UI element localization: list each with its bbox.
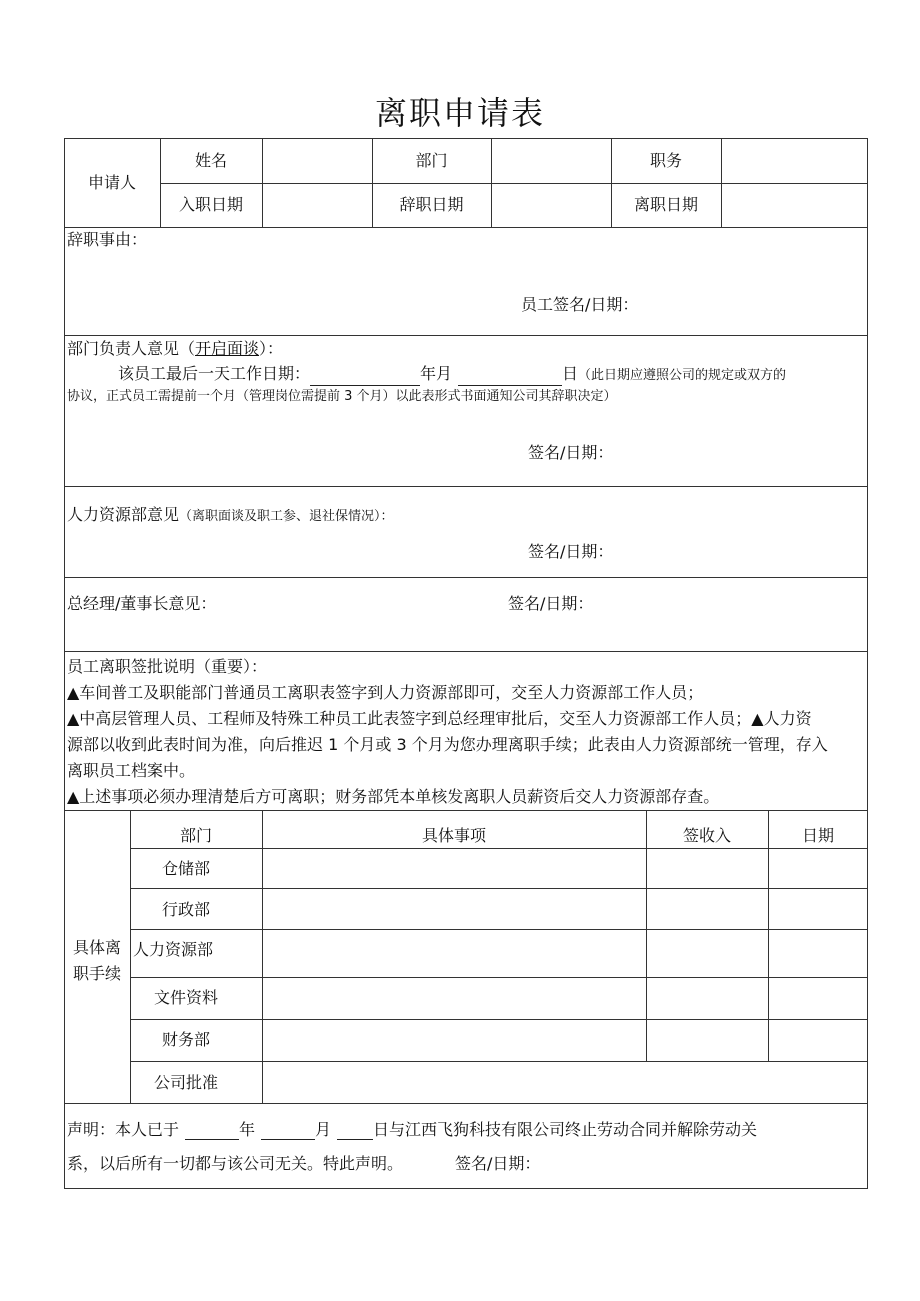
leave-date-field[interactable] [722,184,867,227]
decl-day-blank[interactable] [337,1123,373,1140]
day-blank[interactable] [458,369,562,386]
col-header-sign: 签收入 [682,826,731,845]
table-row-dept: 财务部 [161,1030,210,1049]
gm-signature: 签名/日期： [508,594,594,613]
instruction-item: 源部以收到此表时间为准，向后推迟 1 个月或 3 个月为您办理离职手续；此表由人力资源部统一管理，存入 [67,735,828,754]
decl-year-blank[interactable] [185,1123,239,1140]
col-header-dept: 部门 [179,826,212,845]
notice-note: 协议，正式员工需提前一个月（管理岗位需提前 3 个月）以此表形式书面通知公司其辞职决定） [67,389,617,404]
position-field[interactable] [722,139,867,183]
gm-label: 总经理/董事长意见： [67,594,217,613]
last-day-line: 该员工最后一天工作日期： 年月 日（此日期应遵照公司的规定或双方的 [118,364,786,386]
year-blank[interactable] [310,369,420,386]
col-header-date: 日期 [801,826,834,845]
instruction-item: ▲中高层管理人员、工程师及特殊工种员工此表签字到总经理审批后，交至人力资源部工作人员；▲人力资 [67,709,812,728]
resign-date-field[interactable] [492,184,610,227]
declaration-line2: 系，以后所有一切都与该公司无关。特此声明。 签名/日期： [67,1154,541,1173]
instructions-heading: 员工离职签批说明（重要）： [67,657,268,676]
dept-head-label: 部门负责人意见（开启面谈）： [67,339,284,358]
hr-signature: 签名/日期： [528,542,614,561]
col-header-items: 具体事项 [421,826,486,845]
decl-month-blank[interactable] [261,1123,315,1140]
dept-field[interactable] [492,139,610,183]
table-row-dept: 人力资源部 [133,940,214,959]
dept-label: 部门 [415,151,448,170]
instructions [67,654,867,810]
declaration-signature: 签名/日期： [455,1154,541,1173]
reason-signature: 员工签名/日期： [521,295,639,314]
instruction-item: 离职员工档案中。 [67,761,196,780]
position-label: 职务 [649,151,682,170]
name-label: 姓名 [194,151,227,170]
interview-link[interactable]: 开启面谈 [195,339,260,358]
instruction-item: ▲车间普工及职能部门普通员工离职表签字到人力资源部即可，交至人力资源部工作人员； [67,683,704,702]
page-title: 离职申请表 [374,94,545,132]
hr-label: 人力资源部意见（离职面谈及职工参、退社保情况）： [67,505,394,524]
hire-date-label: 入职日期 [178,195,243,214]
table-row-dept: 文件资料 [153,988,218,1007]
hire-date-field[interactable] [263,184,371,227]
applicant-label: 申请人 [87,173,136,192]
leave-date-label: 离职日期 [633,195,698,214]
name-field[interactable] [263,139,371,183]
approval-label: 公司批准 [153,1073,218,1092]
table-row-dept: 仓储部 [161,859,210,878]
dept-head-signature: 签名/日期： [528,443,614,462]
procedures-label: 具体离 职手续 [72,938,121,983]
reason-label: 辞职事由： [67,230,148,249]
resign-date-label: 辞职日期 [399,195,464,214]
table-row-dept: 行政部 [161,900,210,919]
instruction-item: ▲上述事项必须办理清楚后方可离职；财务部凭本单核发离职人员薪资后交人力资源部存查。 [67,787,720,806]
declaration-line1: 声明：本人已于 年 月 日与江西飞狗科技有限公司终止劳动合同并解除劳动关 [67,1120,758,1139]
